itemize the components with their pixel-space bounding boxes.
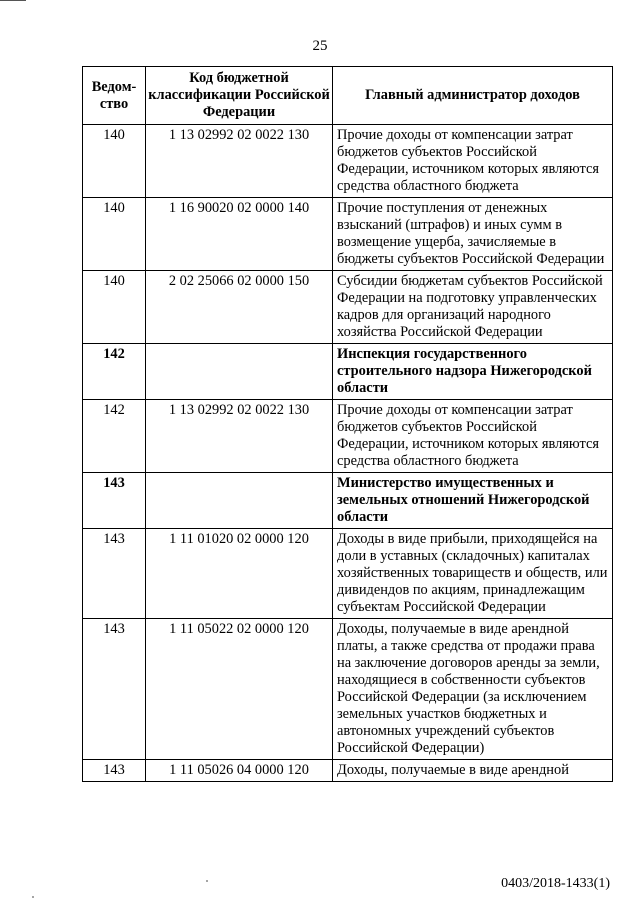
table-header-row (83, 67, 613, 125)
department-cell: 142 (83, 400, 146, 473)
table-row (83, 198, 613, 271)
table-row (83, 760, 613, 782)
budget-code-cell: 1 16 90020 02 0000 140 (146, 198, 333, 271)
scan-speck (206, 880, 208, 882)
header-budget-code: Код бюджетной классификации Российской Федерации (146, 67, 333, 125)
revenue-administrators-table (82, 66, 613, 782)
revenue-name-cell: Субсидии бюджетам субъектов Российской Федерации на подготовку управленческих кадров для организаций народного хозяйства Российской Федерации (333, 271, 613, 344)
scan-corner-mark (0, 0, 26, 9)
department-cell: 140 (83, 271, 146, 344)
department-cell: 143 (83, 760, 146, 782)
table-row (83, 619, 613, 760)
budget-code-cell: 1 11 05026 04 0000 120 (146, 760, 333, 782)
department-cell: 143 (83, 619, 146, 760)
department-cell: 142 (83, 344, 146, 400)
revenue-name-cell: Прочие доходы от компенсации затрат бюджетов субъектов Российской Федерации, источником которых являются средства областного бюджета (333, 400, 613, 473)
table-body (83, 125, 613, 782)
table-row (83, 400, 613, 473)
department-cell: 143 (83, 473, 146, 529)
revenue-name-cell: Прочие доходы от компенсации затрат бюджетов субъектов Российской Федерации, источником которых являются средства областного бюджета (333, 125, 613, 198)
budget-code-cell: 1 11 01020 02 0000 120 (146, 529, 333, 619)
department-cell: 143 (83, 529, 146, 619)
scan-speck (32, 896, 34, 898)
administrator-row (83, 473, 613, 529)
table-row (83, 125, 613, 198)
page-number: 25 (312, 38, 328, 54)
revenue-name-cell: Доходы, получаемые в виде арендной (333, 760, 613, 782)
department-cell: 140 (83, 125, 146, 198)
revenue-name-cell: Министерство имущественных и земельных отношений Нижегородской области (333, 473, 613, 529)
budget-code-cell: 1 13 02992 02 0022 130 (146, 125, 333, 198)
header-department: Ведом-ство (83, 67, 146, 125)
revenue-name-cell: Доходы в виде прибыли, приходящейся на доли в уставных (складочных) капиталах хозяйственных товариществ и обществ, или дивидендов по акциям, принадлежащим субъектам Российской Федерации (333, 529, 613, 619)
budget-code-cell (146, 344, 333, 400)
budget-code-cell: 1 11 05022 02 0000 120 (146, 619, 333, 760)
revenue-name-cell: Доходы, получаемые в виде арендной платы, а также средства от продажи права на заключение договоров аренды за земли, находящиеся в собственности субъектов Российской Федерации (за исключением земельных участков бюджетных и автономных учреждений субъектов Российской Федерации) (333, 619, 613, 760)
budget-code-cell (146, 473, 333, 529)
table-row (83, 271, 613, 344)
revenue-name-cell: Инспекция государственного строительного надзора Нижегородской области (333, 344, 613, 400)
department-cell: 140 (83, 198, 146, 271)
document-id: 0403/2018-1433(1) (501, 876, 610, 891)
administrator-row (83, 344, 613, 400)
budget-code-cell: 2 02 25066 02 0000 150 (146, 271, 333, 344)
header-revenue-administrator: Главный администратор доходов (333, 67, 613, 125)
budget-code-cell: 1 13 02992 02 0022 130 (146, 400, 333, 473)
revenue-name-cell: Прочие поступления от денежных взысканий (штрафов) и иных сумм в возмещение ущерба, зачисляемые в бюджеты субъектов Российской Федерации (333, 198, 613, 271)
table-row (83, 529, 613, 619)
